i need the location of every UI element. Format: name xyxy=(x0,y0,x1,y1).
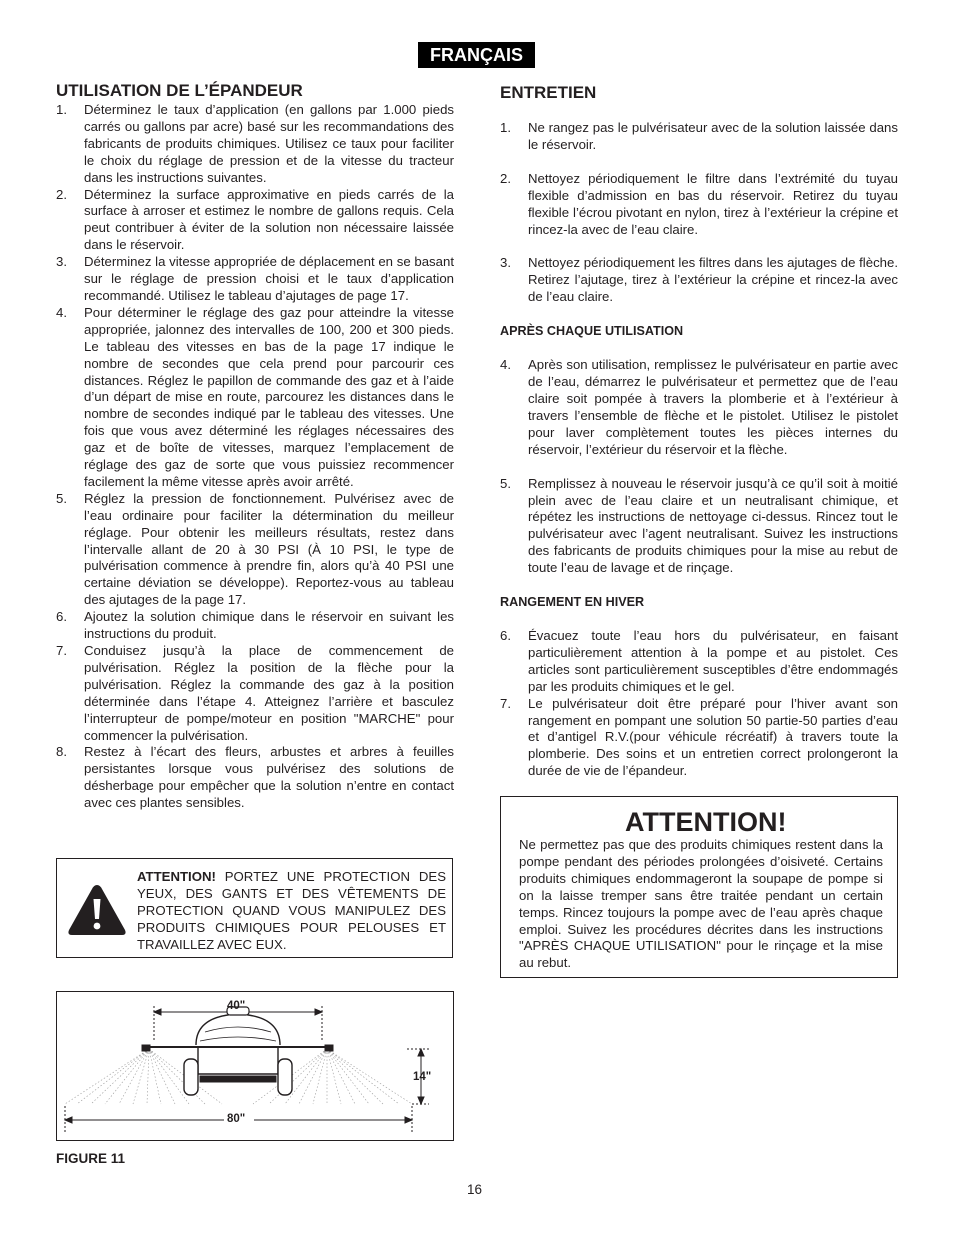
step-text: Pour déterminer le réglage des gaz pour atteindre la vitesse appropriée, jalonnez des intervalles de 100, 200 et 300 pieds. Le tableau des vitesses en bas de la page 17 indique le nombre de secondes que cela prend pour parcourir ces distances. Réglez le papillon de commande des gaz et à l’aide d’un départ de mise en route, parcourez les distances dans le nombre de secondes indiqué par le tableau des vitesses. Une fois que vous avez déterminé les réglages nécessaires des gaz et de boîte de vitesses, marquez l’emplacement de réglage des gaz de sorte que vous puissiez recommencer facilement la même vitesse après avoir arrêté. xyxy=(84,304,454,489)
step-number: 8. xyxy=(56,744,67,760)
subheading-winter-storage: RANGEMENT EN HIVER xyxy=(500,595,645,610)
list-item xyxy=(500,476,898,577)
page-number: 16 xyxy=(467,1182,483,1197)
step-text: Nettoyez périodiquement le filtre dans l’extrémité du tuyau flexible d’admission en bas du réservoir. Retirez du tuyau flexible l’écrou pivotant en nylon, tirez à l’extérieur la crépine et rincez-la avec de l’eau claire. xyxy=(528,170,898,237)
step-text: Déterminez la vitesse appropriée de déplacement en se basant sur le réglage de pression choisi et le taux d’application recommandé. Utilisez le tableau d’ajutages de page 17. xyxy=(84,254,454,303)
dimension-label-top: 40" xyxy=(227,1000,246,1012)
step-number: 3. xyxy=(500,255,511,271)
safety-warning-text xyxy=(137,868,446,953)
attention-title: ATTENTION! xyxy=(625,807,787,837)
step-number: 2. xyxy=(500,170,511,186)
language-tab: FRANÇAIS xyxy=(418,42,535,68)
step-number: 1. xyxy=(56,102,67,117)
left-column xyxy=(56,80,454,812)
section-heading-maintenance: ENTRETIEN xyxy=(500,83,597,102)
list-item xyxy=(56,305,454,491)
sprayer-diagram xyxy=(57,992,453,1140)
step-text: Déterminez le taux d’application (en gallons par 1.000 pieds carrés ou gallons par acre) basé sur les recommandations des fabricants de produits chimiques. Utilisez ce taux pour faciliter le choix du réglage de pression et de la vitesse du tracteur dans les instructions suivantes. xyxy=(84,102,454,185)
figure-11-box xyxy=(56,991,454,1141)
winter-steps-list xyxy=(500,628,898,780)
section-heading-usage: UTILISATION DE L’ÉPANDEUR xyxy=(56,81,303,100)
step-text: Le pulvérisateur doit être préparé pour l’hiver avant son rangement en pompant une solution 50 partie-50 parties d’eau et d’antigel R.V.(pour véhicule récréatif) à travers toute la plomberie. Des soins et un entretien correct prolongeront la durée de vie de l’épandeur. xyxy=(528,695,898,779)
list-item xyxy=(500,696,898,781)
list-item xyxy=(500,628,898,696)
list-item xyxy=(500,357,898,458)
step-text: Conduisez jusqu’à la place de commencement de pulvérisation. Réglez la position de la flèche pour la pulvérisation. Réglez la commande des gaz à la position déterminée dans l’étape 4. Atteignez l’arrière et basculez l’interrupteur de pompe/moteur en position "MARCHE" pour commencer la pulvérisation. xyxy=(84,643,454,743)
step-text: Restez à l’écart des fleurs, arbustes et arbres à feuilles persistantes lorsque vous pulvérisez des solutions de désherbage pour empêcher que la solution n’entre en contact avec ces plantes sensibles. xyxy=(84,744,454,811)
attention-text: Ne permettez pas que des produits chimiques restent dans la pompe pendant des périodes prolongées d’oisiveté. Certains produits chimiques endommageront la soupape de pompe si on la laisse tremper sans être traitée pendant un certain temps. Rincez toujours la pompe avec de l’eau après chaque emploi. Suivez les procédures décrites dans les instructions "APRÈS CHAQUE UTILISATION" pour le rinçage et la mise au rebut. xyxy=(519,837,883,971)
step-number: 4. xyxy=(500,357,511,373)
list-item xyxy=(56,187,454,255)
safety-warning-box xyxy=(56,858,453,958)
step-text: Remplissez à nouveau le réservoir jusqu’à ce qu’il soit à moitié plein avec de l’eau claire et un neutralisant chimique, et répétez les instructions de nettoyage ci-dessus. Rincez tout le pulvérisateur avec l’agent neutralisant. Suivez les instructions des fabricants de produits chimiques pour la mise au rebut de toute l’eau de lavage et de rinçage. xyxy=(528,475,898,576)
subheading-after-use: APRÈS CHAQUE UTILISATION xyxy=(500,324,684,339)
step-number: 6. xyxy=(56,609,67,625)
step-text: Ajoutez la solution chimique dans le réservoir en suivant les instructions du produit. xyxy=(84,609,454,642)
maintenance-steps-list xyxy=(500,120,898,306)
figure-caption: FIGURE 11 xyxy=(56,1151,126,1166)
step-number: 7. xyxy=(56,643,67,658)
warning-lead: ATTENTION! xyxy=(137,869,216,884)
step-text: Déterminez la surface approximative en pieds carrés de la surface à arroser et estimez le nombre de gallons requis. Cela peut contribuer à éviter de la solution non nécessaire laissée dans le réservoir. xyxy=(84,186,454,253)
step-number: 5. xyxy=(500,475,511,491)
step-text: Ne rangez pas le pulvérisateur avec de la solution laissée dans le réservoir. xyxy=(528,120,898,152)
attention-box xyxy=(500,796,898,978)
dimension-label-height: 14" xyxy=(413,1071,432,1083)
step-text: Évacuez toute l’eau hors du pulvérisateur, en faisant particulièrement attention à la pompe et au pistolet. Ces articles sont particulièrement susceptibles d’être endommagés par les produits chimiques et le gel. xyxy=(528,628,898,694)
step-number: 3. xyxy=(56,254,67,270)
list-item xyxy=(56,744,454,812)
step-number: 2. xyxy=(56,186,67,202)
usage-steps-list xyxy=(56,102,454,812)
right-column xyxy=(500,80,898,780)
warning-triangle-icon xyxy=(66,882,128,938)
list-item xyxy=(56,102,454,187)
step-text: Réglez la pression de fonctionnement. Pulvérisez avec de l’eau ordinaire pour faciliter la détermination du meilleur réglage. Pour obtenir les meilleurs résultats, restez dans l’intervalle allant de 20 à 30 PSI (À 10 PSI, le type de pulvérisation commence à prendre fin, alors qu’à 40 PSI une certaine déviation se développe). Reportez-vous au tableau des ajutages de la page 17. xyxy=(84,490,454,608)
list-item xyxy=(500,255,898,306)
warning-body: PORTEZ UNE PROTECTION DES YEUX, DES GANTS ET DES VÊTEMENTS DE PROTECTION QUAND VOUS MANIPULEZ DES PRODUITS CHIMIQUES POUR PELOUSES ET TRAVAILLEZ AVEC EUX. xyxy=(137,869,446,952)
list-item xyxy=(500,171,898,239)
step-number: 1. xyxy=(500,120,511,135)
list-item xyxy=(56,609,454,643)
step-number: 6. xyxy=(500,628,511,644)
list-item xyxy=(56,643,454,744)
step-text: Après son utilisation, remplissez le pulvérisateur en partie avec de l’eau, démarrez le pulvérisateur et permettez que de l’eau claire soit pompée à travers la plomberie et à l’extérieur à travers l’ensemble de flèche et le pistolet. Utilisez le pistolet pour laver complètement toutes les pièces internes du réservoir, l’extérieur du réservoir et la flèche. xyxy=(528,357,898,457)
dimension-label-bottom: 80" xyxy=(227,1113,246,1125)
list-item xyxy=(56,491,454,609)
list-item xyxy=(500,120,898,154)
list-item xyxy=(56,254,454,305)
step-number: 4. xyxy=(56,304,67,320)
step-number: 5. xyxy=(56,490,67,506)
step-number: 7. xyxy=(500,695,511,711)
after-use-steps-list xyxy=(500,357,898,577)
step-text: Nettoyez périodiquement les filtres dans les ajutages de flèche. Retirez l’ajutage, tirez à l’extérieur la crépine et rincez-la avec de l’eau claire. xyxy=(528,255,898,305)
